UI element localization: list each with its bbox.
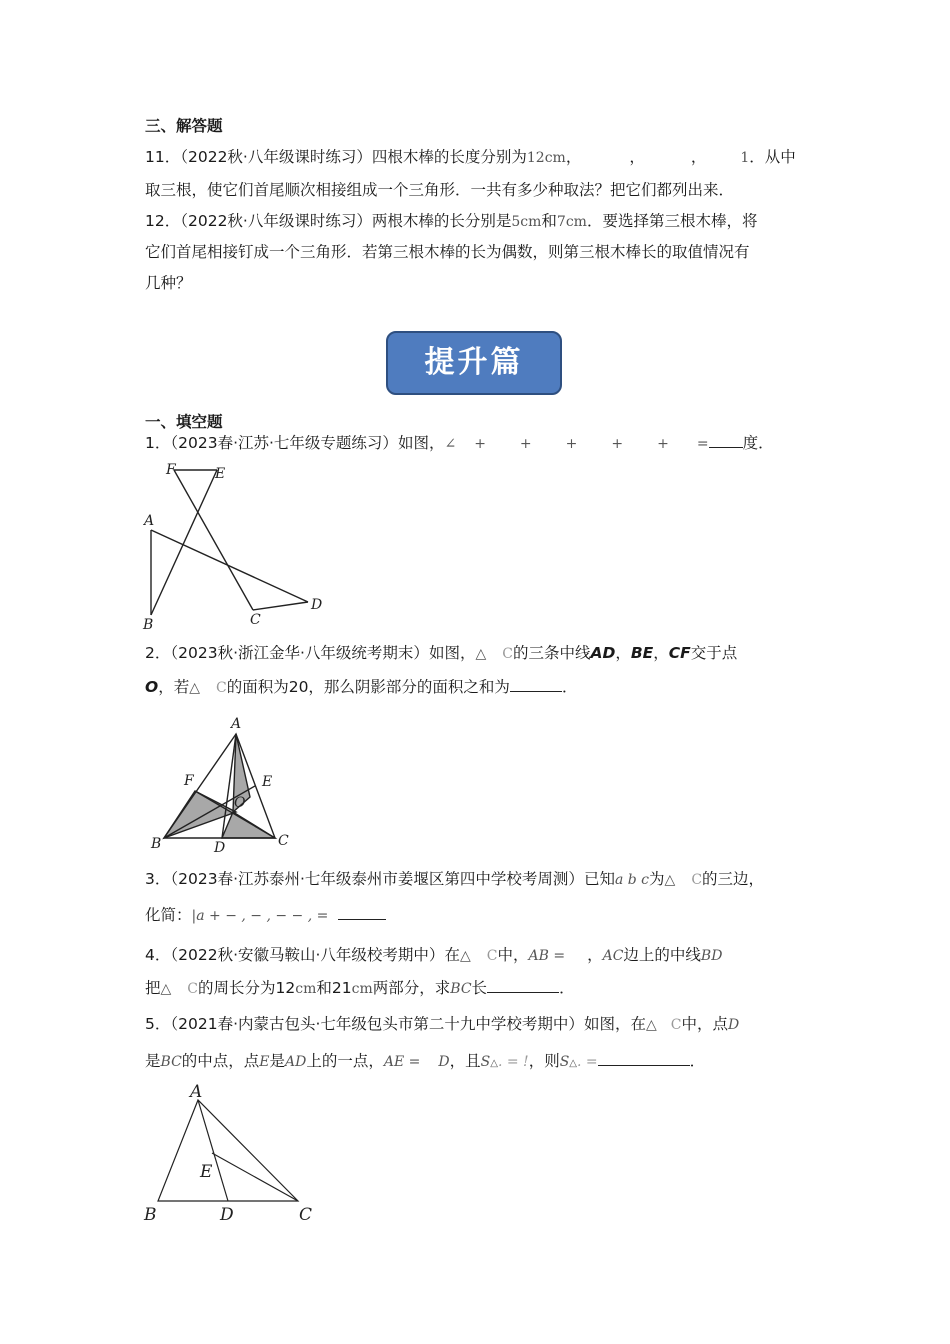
problem-2-line-1: 2．（2023秋·浙江金华·八年级统考期末）如图，△ C的三条中线AD，BE，CF交于点	[145, 644, 738, 662]
label-E: E	[262, 774, 273, 790]
question-12-line-1: 12．（2022秋·八年级课时练习）两根木棒的长分别是5cm和7cm．要选择第三根木棒，将	[145, 212, 758, 230]
label-C: C	[278, 833, 289, 849]
problem-4-line-1: 4．（2022秋·安徽马鞍山·八年级校考期中）在△ C中，AB = ，AC边上的中线BD	[145, 946, 723, 964]
section-banner: 提升篇	[386, 331, 562, 395]
answer-blank	[709, 432, 743, 448]
section-heading-solve: 三、解答题	[145, 117, 223, 135]
problem-5-line-2: 是BC的中点，点E是AD上的一点，AE = D，且S△. = !，则S△. = ．	[145, 1052, 706, 1070]
question-12-line-3: 几种？	[145, 274, 192, 292]
label-E: E	[215, 466, 226, 482]
label-B: B	[143, 617, 154, 633]
absolute-value-expression: |a + − , − , − − , =	[191, 908, 329, 924]
problem-5-line-1: 5．（2021春·内蒙古包头·七年级包头市第二十九中学校考期中）如图，在△ C中，点D	[145, 1015, 740, 1033]
section-heading-fill-blank: 一、填空题	[145, 413, 223, 431]
answer-blank	[510, 676, 562, 692]
question-12-line-2: 它们首尾相接钉成一个三角形．若第三根木棒的长为偶数，则第三根木棒长的取值情况有	[145, 243, 750, 261]
label-F: F	[184, 773, 194, 789]
question-number: 12．	[145, 212, 181, 230]
answer-blank	[338, 904, 386, 920]
label-E: E	[200, 1162, 213, 1182]
label-C: C	[250, 612, 261, 628]
label-D: D	[214, 840, 226, 852]
problem-2-line-2: O，若△ C的面积为20，那么阴影部分的面积之和为 ．	[145, 678, 578, 696]
figure-midpoint-triangle	[138, 1082, 328, 1227]
label-B: B	[151, 836, 162, 852]
answer-blank	[598, 1050, 690, 1066]
label-A: A	[190, 1082, 203, 1102]
question-source: （2022秋·八年级课时练习）	[180, 212, 372, 230]
label-C: C	[299, 1205, 313, 1225]
label-O: O	[234, 795, 246, 811]
problem-4-line-2: 把△ C的周长分为12cm和21cm两部分，求BC长 ．	[145, 979, 575, 997]
question-source: （2023春·江苏泰州·七年级泰州市姜堰区第四中学校考周测）	[170, 870, 584, 888]
label-F: F	[166, 462, 176, 478]
question-source: （2021春·内蒙古包头·七年级包头市第二十九中学校考期中）	[170, 1015, 584, 1033]
question-number: 11．	[145, 148, 181, 166]
label-B: B	[144, 1205, 157, 1225]
problem-3-line-1: 3．（2023春·江苏泰州·七年级泰州市姜堰区第四中学校考周测）已知a b c为△ C的三边，	[145, 870, 765, 888]
answer-blank	[487, 977, 559, 993]
figure-crossed-triangles	[140, 458, 330, 633]
question-11-line-1: 11．（2022秋·八年级课时练习）四根木棒的长度分别为12cm， ， ， 1．从中	[145, 148, 796, 166]
math-length: 12cm	[526, 150, 566, 166]
label-A: A	[144, 513, 155, 529]
figure-medians-triangle	[145, 712, 300, 852]
question-source: （2023秋·浙江金华·八年级统考期末）	[170, 644, 429, 662]
angle-symbol: ∠	[444, 436, 457, 452]
question-source: （2023春·江苏·七年级专题练习）	[170, 434, 398, 452]
problem-3-line-2: 化简：|a + − , − , − − , =	[145, 904, 386, 927]
question-source: （2022秋·八年级课时练习）	[180, 148, 372, 166]
label-D: D	[220, 1205, 234, 1225]
label-A: A	[231, 716, 242, 732]
label-D: D	[311, 597, 323, 613]
problem-1-line: 1．（2023春·江苏·七年级专题练习）如图，∠ + + + + + = 度．	[145, 434, 774, 452]
question-source: （2022秋·安徽马鞍山·八年级校考期中）	[170, 946, 445, 964]
question-11-line-2: 取三根，使它们首尾顺次相接组成一个三角形．一共有多少种取法？把它们都列出来．	[145, 181, 735, 199]
